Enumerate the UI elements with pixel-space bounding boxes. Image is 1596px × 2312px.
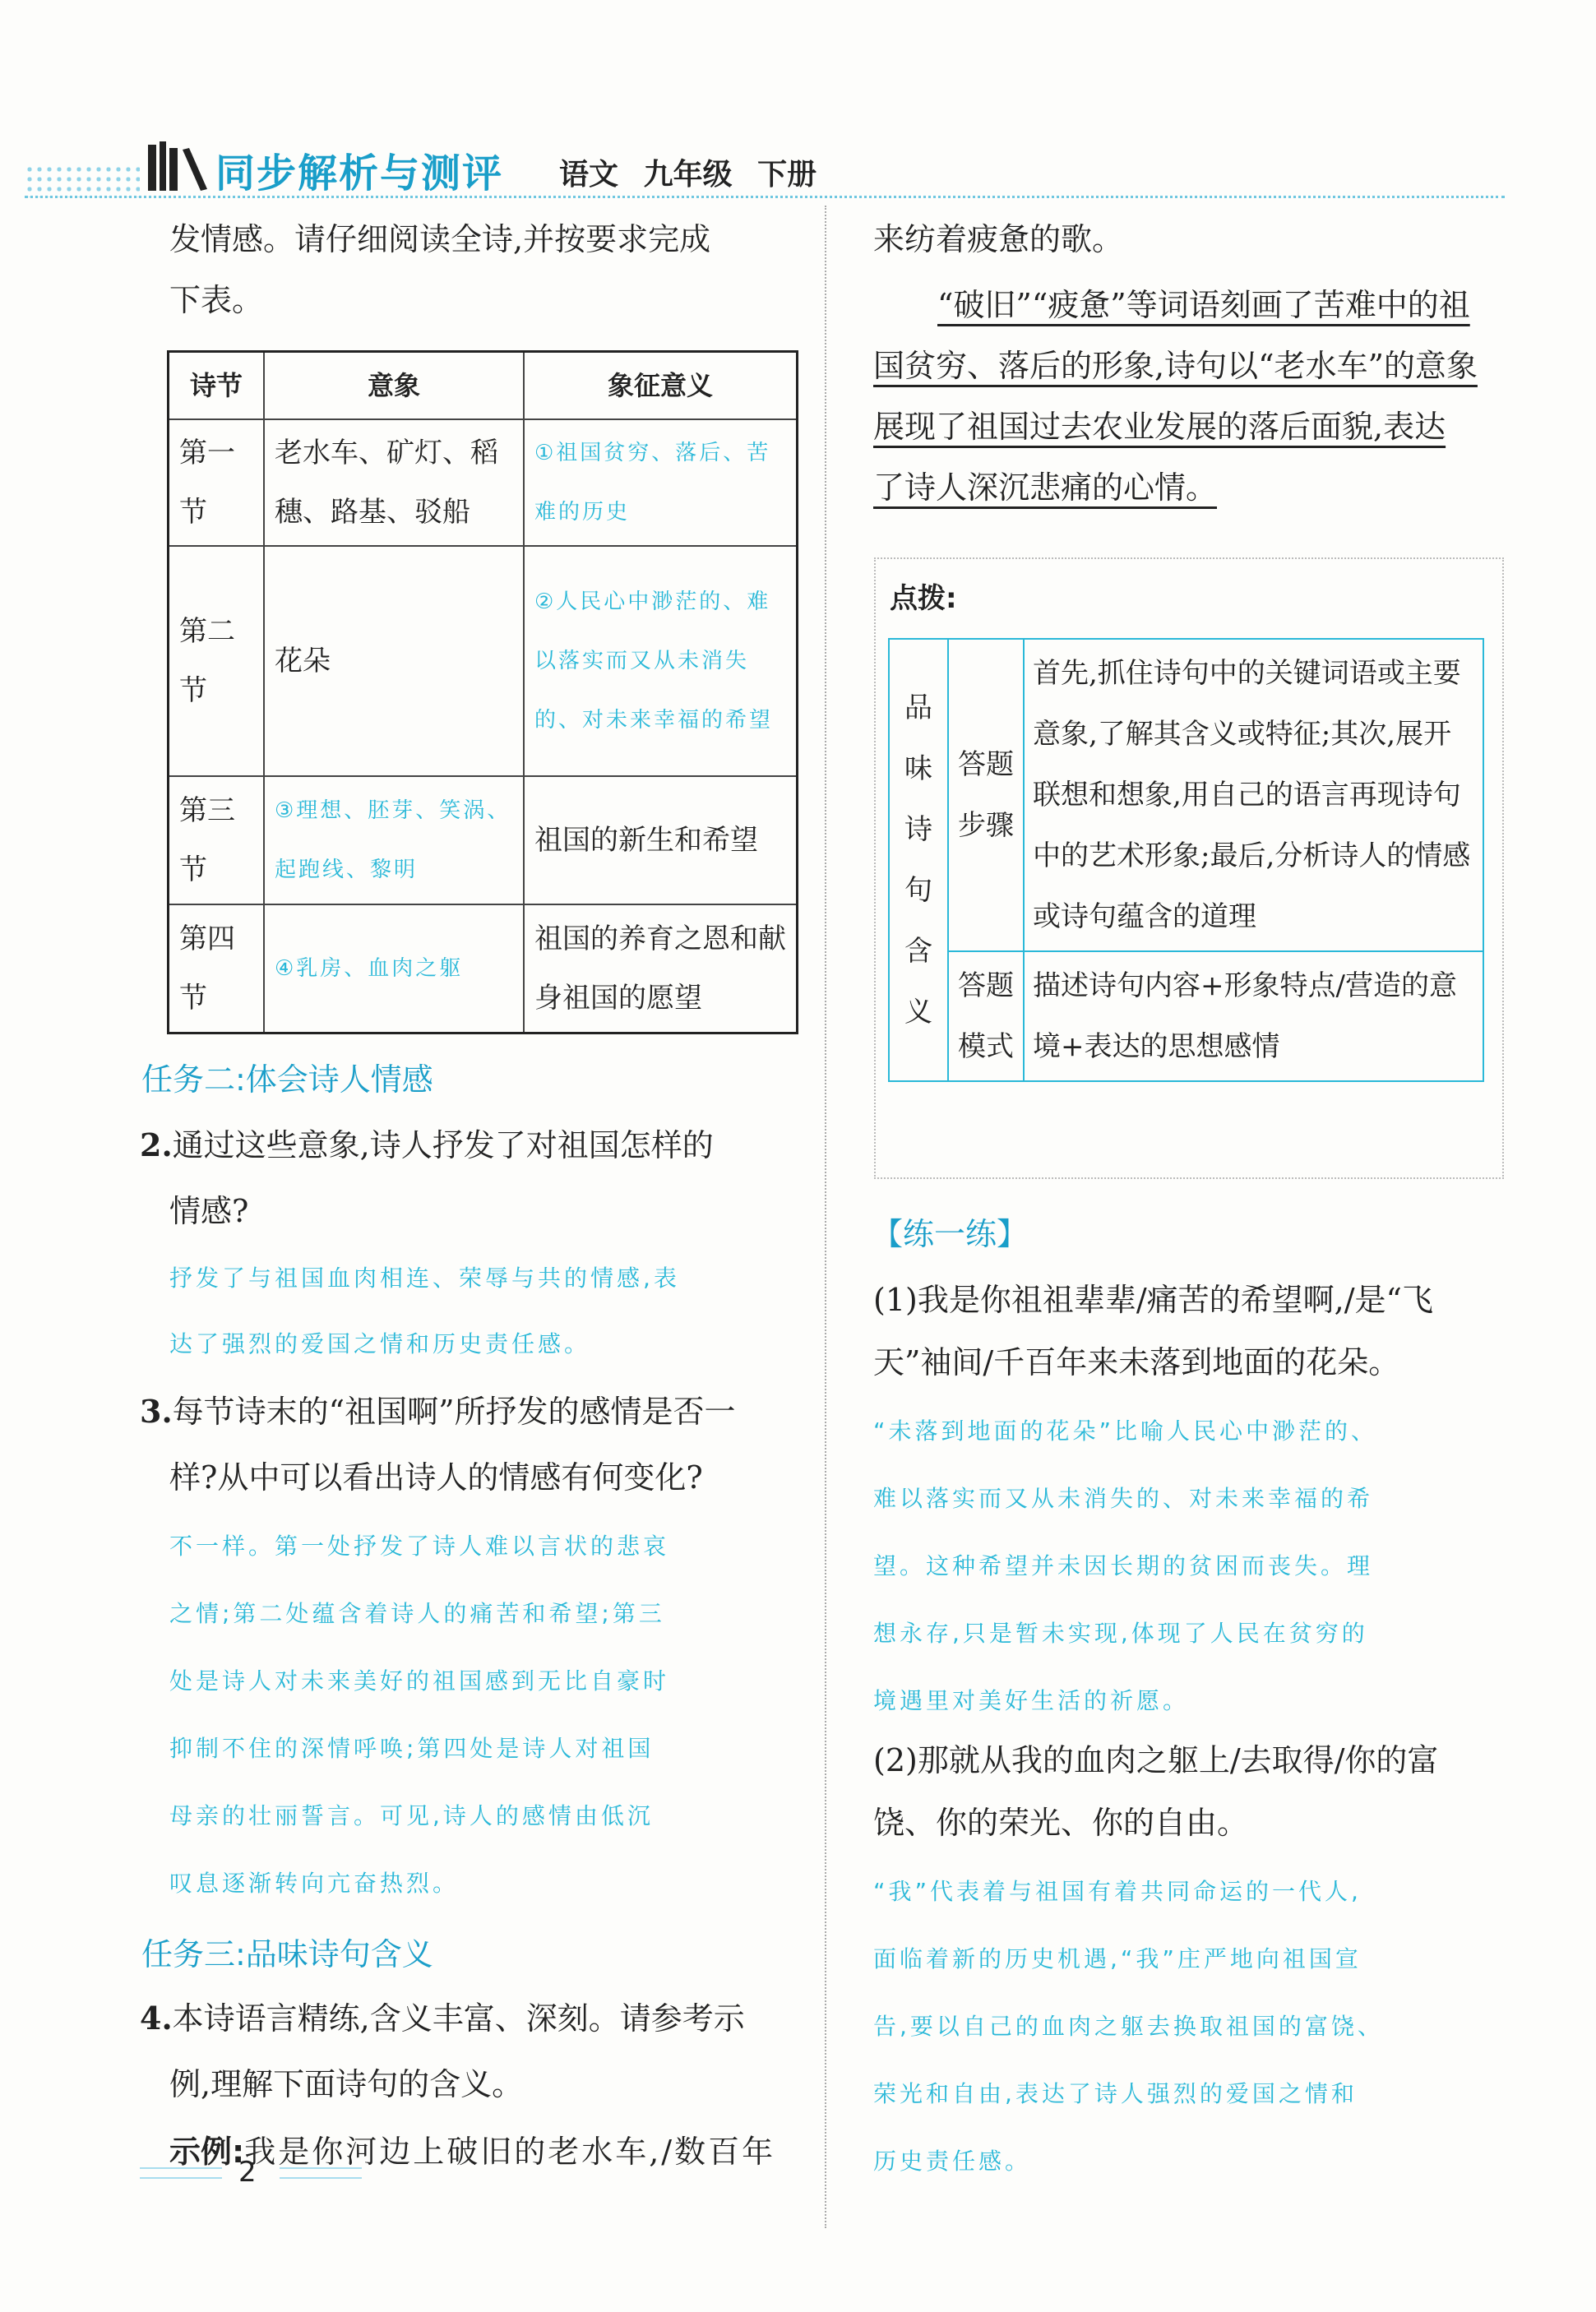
meaning-cell: 祖国的养育之恩和献身祖国的愿望 xyxy=(524,904,798,1033)
meaning-answer-cell: ②人民心中渺茫的、难以落实而又从未消失的、对未来幸福的希望 xyxy=(524,546,798,776)
intro-line-1: 发情感。请仔细阅读全诗,并按要求完成 xyxy=(169,221,711,257)
table-row xyxy=(169,904,798,1033)
books-logo-icon xyxy=(146,138,212,192)
footer-line-left-1 xyxy=(140,2167,222,2169)
imagery-table xyxy=(167,350,798,1034)
footer-line-left-2 xyxy=(140,2177,222,2179)
tip-steps-text: 首先,抓住诗句中的关键词语或主要意象,了解其含义或特征;其次,展开联想和想象,用自己的语言再现诗句中的艺术形象;最后,分析诗人的情感或诗句蕴含的道理 xyxy=(1024,639,1483,951)
book-title: 同步解析与测评 xyxy=(215,150,504,197)
answer-line: 母亲的壮丽誓言。可见,诗人的感情由低沉 xyxy=(169,1802,654,1829)
practice-2-line-2: 饶、你的荣光、你的自由。 xyxy=(873,1805,1249,1841)
header-divider xyxy=(25,196,1505,198)
section-cell: 第一节 xyxy=(169,419,265,546)
book-subtitle xyxy=(559,151,817,193)
answer-line: 难以落实而又从未消失的、对未来幸福的希 xyxy=(873,1485,1374,1512)
tip-group-cell: 品味诗句含义 xyxy=(889,639,948,1081)
question-text: 通过这些意象,诗人抒发了对祖国怎样的 xyxy=(172,1127,714,1163)
tip-mode-text: 描述诗句内容+形象特点/营造的意境+表达的思想感情 xyxy=(1024,951,1483,1081)
question-number: 2. xyxy=(140,1126,173,1163)
task-3-heading: 任务三:品味诗句含义 xyxy=(141,1936,433,1972)
question-4 xyxy=(140,1988,745,2049)
explanation-line: 国贫穷、落后的形象,诗句以“老水车”的意象 xyxy=(873,348,1478,384)
practice-1-line-2: 天”袖间/千百年来未落到地面的花朵。 xyxy=(873,1344,1400,1380)
answer-line: 告,要以自己的血肉之躯去换取祖国的富饶、 xyxy=(873,2013,1384,2040)
answer-2-line-1: 抒发了与祖国血肉相连、荣辱与共的情感,表 xyxy=(169,1265,680,1292)
answer-line: 抑制不住的深情呼唤;第四处是诗人对祖国 xyxy=(169,1735,655,1762)
question-2-line-2: 情感? xyxy=(169,1193,249,1229)
image-answer-cell: ④乳房、血肉之躯 xyxy=(264,904,524,1033)
section-cell: 第四节 xyxy=(169,904,265,1033)
header-dots-decoration xyxy=(25,164,140,197)
question-text: 每节诗末的“祖国啊”所抒发的感情是否一 xyxy=(172,1394,736,1430)
answer-line: 历史责任感。 xyxy=(873,2148,1032,2175)
question-text: 本诗语言精练,含义丰富、深刻。请参考示 xyxy=(172,2000,745,2037)
table-header-meaning: 象征意义 xyxy=(524,352,798,420)
answer-line: 境遇里对美好生活的祈愿。 xyxy=(873,1687,1190,1714)
volume-label: 下册 xyxy=(757,158,817,192)
practice-2-line-1: (2)那就从我的血肉之躯上/去取得/你的富 xyxy=(873,1742,1439,1778)
question-number: 3. xyxy=(140,1393,173,1430)
example-line xyxy=(169,2121,775,2182)
tip-table xyxy=(888,638,1484,1082)
example-text: 我是你河边上破旧的老水车,/数百年 xyxy=(244,2134,776,2170)
tip-label: 点拨: xyxy=(890,582,957,615)
meaning-answer-cell: ①祖国贫穷、落后、苦难的历史 xyxy=(524,419,798,546)
answer-line: “我”代表着与祖国有着共同命运的一代人, xyxy=(873,1878,1362,1905)
practice-heading: 【练一练】 xyxy=(872,1216,1029,1252)
answer-3 xyxy=(169,1513,669,1917)
answer-line: 荣光和自由,表达了诗人强烈的爱国之情和 xyxy=(873,2080,1358,2107)
grade-label: 九年级 xyxy=(643,158,733,192)
intro-line-2: 下表。 xyxy=(169,282,264,318)
image-cell: 老水车、矿灯、稻穗、路基、驳船 xyxy=(264,419,524,546)
subject-label: 语文 xyxy=(559,158,619,192)
answer-line: 处是诗人对未来美好的祖国感到无比自豪时 xyxy=(169,1667,670,1695)
answer-line: 之情;第二处蕴含着诗人的痛苦和希望;第三 xyxy=(169,1600,665,1627)
example-continuation: 来纺着疲惫的歌。 xyxy=(873,221,1124,257)
practice-2-answer xyxy=(873,1858,1384,2195)
task-2-heading: 任务二:体会诗人情感 xyxy=(141,1061,433,1098)
section-cell: 第二节 xyxy=(169,546,265,776)
example-explanation xyxy=(873,275,1505,518)
table-header-section: 诗节 xyxy=(169,352,265,420)
footer-line-right-1 xyxy=(280,2167,362,2169)
practice-1-answer xyxy=(873,1398,1377,1735)
table-header-image: 意象 xyxy=(264,352,524,420)
table-row xyxy=(169,546,798,776)
question-3 xyxy=(140,1381,736,1442)
question-number: 4. xyxy=(140,2000,173,2037)
practice-1-line-1: (1)我是你祖祖辈辈/痛苦的希望啊,/是“飞 xyxy=(873,1282,1433,1318)
explanation-line: 了诗人深沉悲痛的心情。 xyxy=(873,469,1218,506)
answer-line: 望。这种希望并未因长期的贫困而丧失。理 xyxy=(873,1552,1374,1579)
image-cell: 花朵 xyxy=(264,546,524,776)
answer-line: “未落到地面的花朵”比喻人民心中渺茫的、 xyxy=(873,1417,1378,1445)
explanation-line: 展现了祖国过去农业发展的落后面貌,表达 xyxy=(873,409,1446,445)
column-divider xyxy=(825,206,826,2228)
question-3-line-2: 样?从中可以看出诗人的情感有何变化? xyxy=(169,1459,703,1496)
explanation-line: “破旧”“疲惫”等词语刻画了苦难中的祖 xyxy=(937,287,1470,323)
footer-line-right-2 xyxy=(280,2177,362,2179)
section-cell: 第三节 xyxy=(169,776,265,904)
answer-2-line-2: 达了强烈的爱国之情和历史责任感。 xyxy=(169,1330,591,1357)
table-row xyxy=(169,776,798,904)
meaning-cell: 祖国的新生和希望 xyxy=(524,776,798,904)
answer-line: 面临着新的历史机遇,“我”庄严地向祖国宣 xyxy=(873,1945,1362,1972)
tip-row-steps xyxy=(889,639,1483,951)
tip-row-mode xyxy=(889,951,1483,1081)
answer-line: 叹息逐渐转向亢奋热烈。 xyxy=(169,1870,460,1897)
table-header-row xyxy=(169,352,798,420)
tip-mode-head: 答题模式 xyxy=(948,951,1024,1081)
question-2 xyxy=(140,1115,714,1176)
image-answer-cell: ③理想、胚芽、笑涡、起跑线、黎明 xyxy=(264,776,524,904)
tip-steps-head: 答题步骤 xyxy=(948,639,1024,951)
page-number: 2 xyxy=(238,2156,257,2189)
table-row xyxy=(169,419,798,546)
question-4-line-2: 例,理解下面诗句的含义。 xyxy=(169,2066,524,2102)
example-label: 示例: xyxy=(169,2134,245,2170)
answer-line: 不一样。第一处抒发了诗人难以言状的悲哀 xyxy=(169,1533,670,1560)
answer-line: 想永存,只是暂未实现,体现了人民在贫穷的 xyxy=(873,1620,1368,1647)
